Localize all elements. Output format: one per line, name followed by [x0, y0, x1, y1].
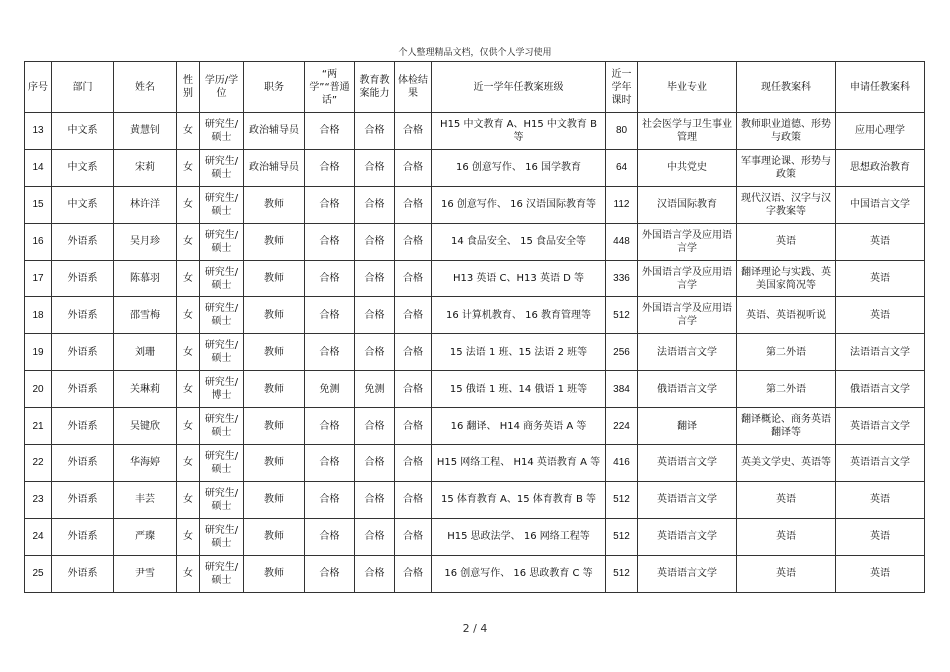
- current-subject-cell: 第二外语: [737, 334, 836, 371]
- table-row: [25, 555, 925, 592]
- teacher-name-cell: 刘珊: [114, 334, 177, 371]
- lianxue-putonghua-cell: 免测: [305, 371, 355, 408]
- column-header: 部门: [52, 62, 114, 113]
- teaching-ability-cell: 合格: [355, 223, 395, 260]
- applied-subject-cell: 英语: [836, 555, 925, 592]
- teacher-name-cell: 严璨: [114, 518, 177, 555]
- teacher-name-cell: 关琳莉: [114, 371, 177, 408]
- row-number-cell: 16: [25, 223, 52, 260]
- recent-classes-cell: H15 中文教育 A、H15 中文教育 B 等: [432, 113, 606, 150]
- recent-hours-cell: 512: [606, 297, 638, 334]
- recent-classes-cell: H13 英语 C、H13 英语 D 等: [432, 260, 606, 297]
- table-row: [25, 445, 925, 482]
- teaching-ability-cell: 合格: [355, 149, 395, 186]
- current-subject-cell: 英语: [737, 555, 836, 592]
- gender-cell: 女: [177, 445, 200, 482]
- applied-subject-cell: 英语: [836, 481, 925, 518]
- row-number-cell: 17: [25, 260, 52, 297]
- current-subject-cell: 英语: [737, 223, 836, 260]
- recent-hours-cell: 224: [606, 408, 638, 445]
- health-check-cell: 合格: [395, 334, 432, 371]
- graduation-major-cell: 俄语语言文学: [638, 371, 737, 408]
- teaching-ability-cell: 免测: [355, 371, 395, 408]
- department-cell: 外语系: [52, 334, 114, 371]
- recent-classes-cell: 16 计算机教育、 16 教育管理等: [432, 297, 606, 334]
- applied-subject-cell: 英语语言文学: [836, 408, 925, 445]
- column-header: 近一学年任教案班级: [432, 62, 606, 113]
- gender-cell: 女: [177, 297, 200, 334]
- lianxue-putonghua-cell: 合格: [305, 186, 355, 223]
- teacher-name-cell: 陈慕羽: [114, 260, 177, 297]
- recent-classes-cell: H15 网络工程、 H14 英语教育 A 等: [432, 445, 606, 482]
- department-cell: 外语系: [52, 555, 114, 592]
- table-row: [25, 113, 925, 150]
- lianxue-putonghua-cell: 合格: [305, 408, 355, 445]
- teacher-name-cell: 林许洋: [114, 186, 177, 223]
- recent-classes-cell: 16 创意写作、 16 汉语国际教育等: [432, 186, 606, 223]
- applied-subject-cell: 法语语言文学: [836, 334, 925, 371]
- recent-hours-cell: 448: [606, 223, 638, 260]
- degree-cell: 研究生/硕士: [200, 113, 244, 150]
- gender-cell: 女: [177, 113, 200, 150]
- teacher-qualification-table: [24, 61, 925, 593]
- recent-hours-cell: 512: [606, 481, 638, 518]
- gender-cell: 女: [177, 408, 200, 445]
- department-cell: 外语系: [52, 297, 114, 334]
- column-header: 学历/学位: [200, 62, 244, 113]
- degree-cell: 研究生/硕士: [200, 149, 244, 186]
- column-header: 教育教案能力: [355, 62, 395, 113]
- degree-cell: 研究生/硕士: [200, 260, 244, 297]
- department-cell: 外语系: [52, 260, 114, 297]
- page-number: 2 / 4: [462, 622, 488, 635]
- gender-cell: 女: [177, 481, 200, 518]
- current-subject-cell: 英语: [737, 481, 836, 518]
- position-cell: 教师: [244, 445, 305, 482]
- graduation-major-cell: 英语语言文学: [638, 445, 737, 482]
- graduation-major-cell: 英语语言文学: [638, 481, 737, 518]
- table-row: [25, 518, 925, 555]
- department-cell: 中文系: [52, 113, 114, 150]
- graduation-major-cell: 中共党史: [638, 149, 737, 186]
- health-check-cell: 合格: [395, 371, 432, 408]
- position-cell: 教师: [244, 186, 305, 223]
- table-row: [25, 223, 925, 260]
- table-row: [25, 186, 925, 223]
- teaching-ability-cell: 合格: [355, 260, 395, 297]
- department-cell: 外语系: [52, 481, 114, 518]
- teaching-ability-cell: 合格: [355, 334, 395, 371]
- teaching-ability-cell: 合格: [355, 297, 395, 334]
- recent-classes-cell: 14 食品安全、 15 食品安全等: [432, 223, 606, 260]
- graduation-major-cell: 外国语言学及应用语言学: [638, 223, 737, 260]
- applied-subject-cell: 英语: [836, 260, 925, 297]
- recent-classes-cell: 15 体育教育 A、15 体育教育 B 等: [432, 481, 606, 518]
- applied-subject-cell: 英语: [836, 223, 925, 260]
- lianxue-putonghua-cell: 合格: [305, 223, 355, 260]
- column-header: “两学”“普通话”: [305, 62, 355, 113]
- teaching-ability-cell: 合格: [355, 408, 395, 445]
- health-check-cell: 合格: [395, 149, 432, 186]
- applied-subject-cell: 英语: [836, 518, 925, 555]
- lianxue-putonghua-cell: 合格: [305, 518, 355, 555]
- health-check-cell: 合格: [395, 113, 432, 150]
- recent-classes-cell: H15 思政法学、 16 网络工程等: [432, 518, 606, 555]
- department-cell: 中文系: [52, 149, 114, 186]
- column-header: 序号: [25, 62, 52, 113]
- department-cell: 中文系: [52, 186, 114, 223]
- applied-subject-cell: 英语语言文学: [836, 445, 925, 482]
- graduation-major-cell: 外国语言学及应用语言学: [638, 297, 737, 334]
- recent-classes-cell: 16 翻译、 H14 商务英语 A 等: [432, 408, 606, 445]
- table-row: [25, 371, 925, 408]
- current-subject-cell: 英语、英语视听说: [737, 297, 836, 334]
- table-header-row: [25, 62, 925, 113]
- teacher-name-cell: 吴键欣: [114, 408, 177, 445]
- department-cell: 外语系: [52, 445, 114, 482]
- degree-cell: 研究生/硕士: [200, 223, 244, 260]
- applied-subject-cell: 中国语言文学: [836, 186, 925, 223]
- recent-hours-cell: 80: [606, 113, 638, 150]
- current-subject-cell: 翻译概论、商务英语翻译等: [737, 408, 836, 445]
- current-subject-cell: 英语: [737, 518, 836, 555]
- table-row: [25, 481, 925, 518]
- column-header: 毕业专业: [638, 62, 737, 113]
- row-number-cell: 18: [25, 297, 52, 334]
- department-cell: 外语系: [52, 518, 114, 555]
- recent-hours-cell: 512: [606, 518, 638, 555]
- recent-classes-cell: 15 俄语 1 班、14 俄语 1 班等: [432, 371, 606, 408]
- column-header: 近一学年课时: [606, 62, 638, 113]
- department-cell: 外语系: [52, 408, 114, 445]
- degree-cell: 研究生/硕士: [200, 408, 244, 445]
- position-cell: 政治辅导员: [244, 113, 305, 150]
- row-number-cell: 19: [25, 334, 52, 371]
- lianxue-putonghua-cell: 合格: [305, 555, 355, 592]
- gender-cell: 女: [177, 518, 200, 555]
- department-cell: 外语系: [52, 223, 114, 260]
- graduation-major-cell: 外国语言学及应用语言学: [638, 260, 737, 297]
- column-header: 职务: [244, 62, 305, 113]
- row-number-cell: 21: [25, 408, 52, 445]
- lianxue-putonghua-cell: 合格: [305, 260, 355, 297]
- gender-cell: 女: [177, 149, 200, 186]
- health-check-cell: 合格: [395, 186, 432, 223]
- health-check-cell: 合格: [395, 260, 432, 297]
- gender-cell: 女: [177, 260, 200, 297]
- column-header: 申请任教案科: [836, 62, 925, 113]
- recent-classes-cell: 16 创意写作、 16 国学教育: [432, 149, 606, 186]
- applied-subject-cell: 俄语语言文学: [836, 371, 925, 408]
- health-check-cell: 合格: [395, 223, 432, 260]
- row-number-cell: 22: [25, 445, 52, 482]
- row-number-cell: 20: [25, 371, 52, 408]
- row-number-cell: 14: [25, 149, 52, 186]
- applied-subject-cell: 应用心理学: [836, 113, 925, 150]
- teaching-ability-cell: 合格: [355, 113, 395, 150]
- recent-hours-cell: 416: [606, 445, 638, 482]
- position-cell: 教师: [244, 371, 305, 408]
- teacher-name-cell: 宋莉: [114, 149, 177, 186]
- department-cell: 外语系: [52, 371, 114, 408]
- current-subject-cell: 教师职业道德、形势与政策: [737, 113, 836, 150]
- lianxue-putonghua-cell: 合格: [305, 113, 355, 150]
- recent-classes-cell: 15 法语 1 班、15 法语 2 班等: [432, 334, 606, 371]
- degree-cell: 研究生/硕士: [200, 445, 244, 482]
- lianxue-putonghua-cell: 合格: [305, 481, 355, 518]
- current-subject-cell: 英美文学史、英语等: [737, 445, 836, 482]
- row-number-cell: 24: [25, 518, 52, 555]
- column-header: 体检结果: [395, 62, 432, 113]
- recent-hours-cell: 64: [606, 149, 638, 186]
- row-number-cell: 13: [25, 113, 52, 150]
- graduation-major-cell: 社会医学与卫生事业管理: [638, 113, 737, 150]
- position-cell: 教师: [244, 334, 305, 371]
- teacher-name-cell: 黄慧钊: [114, 113, 177, 150]
- teaching-ability-cell: 合格: [355, 445, 395, 482]
- degree-cell: 研究生/硕士: [200, 518, 244, 555]
- current-subject-cell: 军事理论课、形势与政策: [737, 149, 836, 186]
- table-body: [25, 113, 925, 593]
- teacher-name-cell: 邵雪梅: [114, 297, 177, 334]
- degree-cell: 研究生/硕士: [200, 297, 244, 334]
- position-cell: 教师: [244, 408, 305, 445]
- recent-hours-cell: 256: [606, 334, 638, 371]
- graduation-major-cell: 英语语言文学: [638, 555, 737, 592]
- row-number-cell: 25: [25, 555, 52, 592]
- teaching-ability-cell: 合格: [355, 518, 395, 555]
- degree-cell: 研究生/博士: [200, 371, 244, 408]
- recent-classes-cell: 16 创意写作、 16 思政教育 C 等: [432, 555, 606, 592]
- table-row: [25, 297, 925, 334]
- teacher-name-cell: 吴月珍: [114, 223, 177, 260]
- graduation-major-cell: 汉语国际教育: [638, 186, 737, 223]
- degree-cell: 研究生/硕士: [200, 334, 244, 371]
- position-cell: 教师: [244, 223, 305, 260]
- degree-cell: 研究生/硕士: [200, 555, 244, 592]
- graduation-major-cell: 翻译: [638, 408, 737, 445]
- health-check-cell: 合格: [395, 408, 432, 445]
- column-header: 姓名: [114, 62, 177, 113]
- table-row: [25, 149, 925, 186]
- column-header: 现任教案科: [737, 62, 836, 113]
- lianxue-putonghua-cell: 合格: [305, 445, 355, 482]
- health-check-cell: 合格: [395, 518, 432, 555]
- current-subject-cell: 第二外语: [737, 371, 836, 408]
- lianxue-putonghua-cell: 合格: [305, 297, 355, 334]
- position-cell: 教师: [244, 260, 305, 297]
- gender-cell: 女: [177, 334, 200, 371]
- table-row: [25, 260, 925, 297]
- page-header-note: 个人整理精品文档，仅供个人学习使用: [398, 48, 552, 58]
- health-check-cell: 合格: [395, 481, 432, 518]
- teacher-name-cell: 丰芸: [114, 481, 177, 518]
- position-cell: 教师: [244, 518, 305, 555]
- table-row: [25, 408, 925, 445]
- table-row: [25, 334, 925, 371]
- health-check-cell: 合格: [395, 445, 432, 482]
- health-check-cell: 合格: [395, 297, 432, 334]
- current-subject-cell: 翻译理论与实践、英美国家简况等: [737, 260, 836, 297]
- degree-cell: 研究生/硕士: [200, 186, 244, 223]
- gender-cell: 女: [177, 186, 200, 223]
- teacher-name-cell: 华海婷: [114, 445, 177, 482]
- position-cell: 教师: [244, 481, 305, 518]
- gender-cell: 女: [177, 371, 200, 408]
- degree-cell: 研究生/硕士: [200, 481, 244, 518]
- teaching-ability-cell: 合格: [355, 481, 395, 518]
- recent-hours-cell: 112: [606, 186, 638, 223]
- position-cell: 教师: [244, 555, 305, 592]
- teacher-name-cell: 尹雪: [114, 555, 177, 592]
- gender-cell: 女: [177, 223, 200, 260]
- graduation-major-cell: 法语语言文学: [638, 334, 737, 371]
- position-cell: 教师: [244, 297, 305, 334]
- recent-hours-cell: 512: [606, 555, 638, 592]
- applied-subject-cell: 思想政治教育: [836, 149, 925, 186]
- graduation-major-cell: 英语语言文学: [638, 518, 737, 555]
- recent-hours-cell: 336: [606, 260, 638, 297]
- health-check-cell: 合格: [395, 555, 432, 592]
- recent-hours-cell: 384: [606, 371, 638, 408]
- teaching-ability-cell: 合格: [355, 555, 395, 592]
- applied-subject-cell: 英语: [836, 297, 925, 334]
- column-header: 性别: [177, 62, 200, 113]
- current-subject-cell: 现代汉语、汉字与汉字教案等: [737, 186, 836, 223]
- lianxue-putonghua-cell: 合格: [305, 149, 355, 186]
- gender-cell: 女: [177, 555, 200, 592]
- teaching-ability-cell: 合格: [355, 186, 395, 223]
- row-number-cell: 15: [25, 186, 52, 223]
- row-number-cell: 23: [25, 481, 52, 518]
- position-cell: 政治辅导员: [244, 149, 305, 186]
- lianxue-putonghua-cell: 合格: [305, 334, 355, 371]
